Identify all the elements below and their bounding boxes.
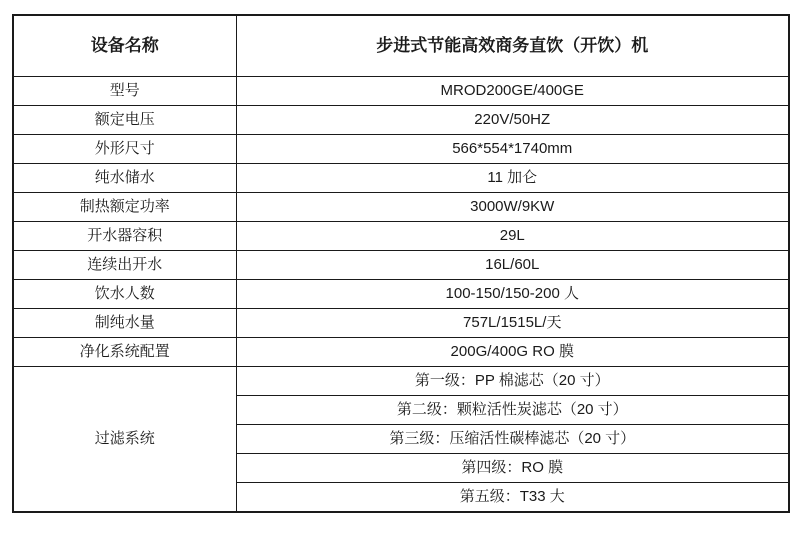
row-label: 制热额定功率 [13,193,236,222]
row-value: 3000W/9KW [236,193,789,222]
row-value: 220V/50HZ [236,106,789,135]
row-label: 纯水储水 [13,164,236,193]
filter-row [13,367,789,396]
filter-item: 第五级：T33 大 [236,483,789,513]
row-label: 外形尺寸 [13,135,236,164]
row-value: 11 加仑 [236,164,789,193]
row-value: MROD200GE/400GE [236,77,789,106]
table-row [13,193,789,222]
table-row [13,164,789,193]
row-label: 制纯水量 [13,309,236,338]
header-row [13,15,789,77]
filter-item: 第一级：PP 棉滤芯（20 寸） [236,367,789,396]
filter-item: 第二级：颗粒活性炭滤芯（20 寸） [236,396,789,425]
header-value: 步进式节能高效商务直饮（开饮）机 [236,15,789,77]
spec-table [12,14,790,513]
row-value: 29L [236,222,789,251]
row-value: 200G/400G RO 膜 [236,338,789,367]
row-label: 连续出开水 [13,251,236,280]
table-row [13,338,789,367]
table-row [13,280,789,309]
row-value: 100-150/150-200 人 [236,280,789,309]
row-label: 饮水人数 [13,280,236,309]
filter-section-label: 过滤系统 [13,367,236,513]
table-row [13,135,789,164]
filter-item: 第四级：RO 膜 [236,454,789,483]
row-label: 型号 [13,77,236,106]
header-label: 设备名称 [13,15,236,77]
row-value: 566*554*1740mm [236,135,789,164]
filter-item: 第三级：压缩活性碳棒滤芯（20 寸） [236,425,789,454]
row-label: 开水器容积 [13,222,236,251]
row-value: 16L/60L [236,251,789,280]
table-row [13,222,789,251]
row-label: 额定电压 [13,106,236,135]
table-row [13,251,789,280]
table-row [13,77,789,106]
row-value: 757L/1515L/天 [236,309,789,338]
table-row [13,106,789,135]
table-row [13,309,789,338]
row-label: 净化系统配置 [13,338,236,367]
